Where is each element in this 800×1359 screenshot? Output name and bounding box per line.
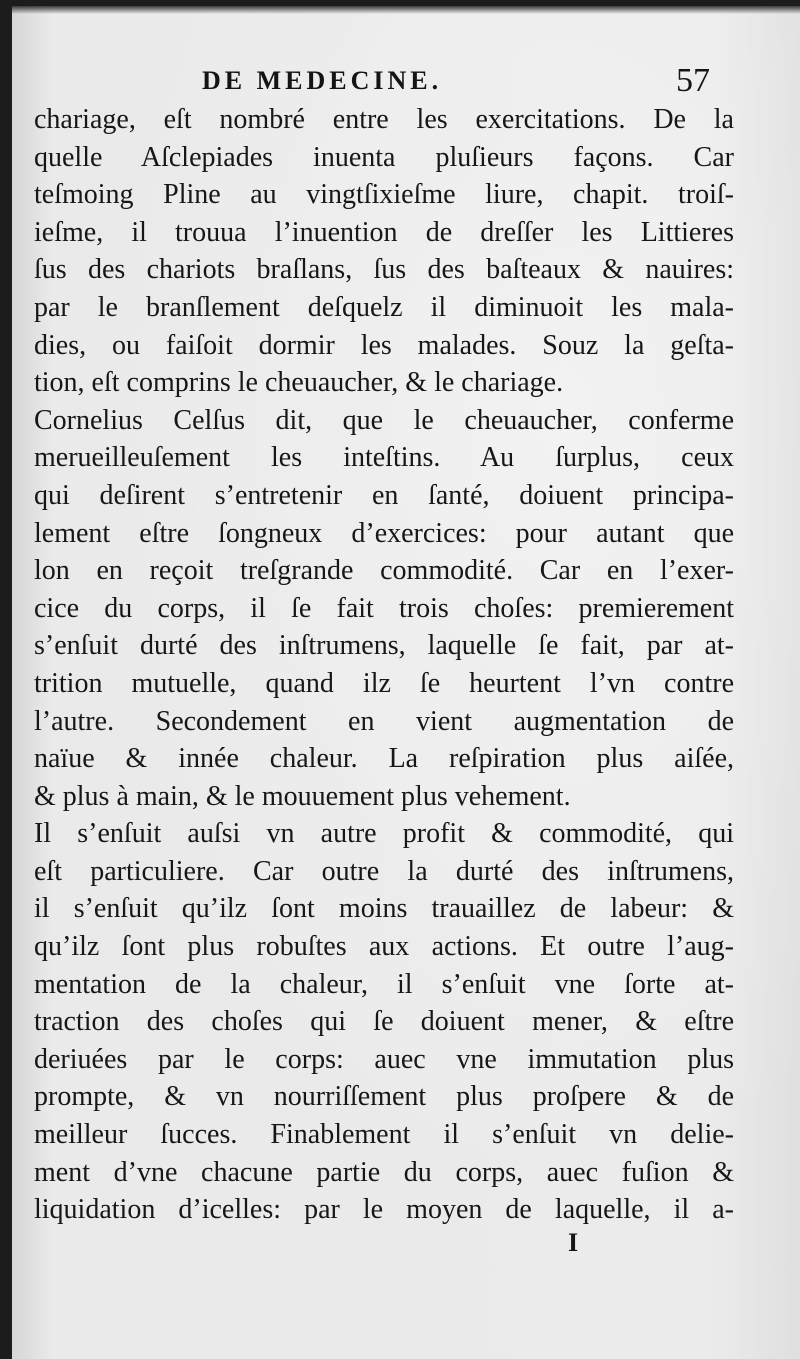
body-text	[34, 101, 734, 1229]
text-line: prompte, & vn nourriſſement plus proſpere & de	[34, 1081, 734, 1113]
book-page	[12, 6, 800, 1359]
running-head	[12, 62, 800, 102]
text-line: chariage, eſt nombré entre les exercitations. De la	[34, 104, 734, 135]
text-line: tion, eſt comprins le cheuaucher, & le chariage.	[34, 367, 564, 399]
running-title: DE MEDECINE.	[202, 66, 443, 95]
text-line: ieſme, il trouua l’inuention de dreſſer les Littieres	[34, 216, 734, 248]
text-line: traction des choſes qui ſe doiuent mener, & eſtre	[34, 1006, 734, 1038]
page-number: 57	[676, 62, 710, 99]
signature-mark: I	[568, 1228, 579, 1257]
text-line: teſmoing Pline au vingtſixieſme liure, chapit. troiſ-	[34, 179, 734, 211]
text-line: par le branſlement deſquelz il diminuoit les mala-	[34, 291, 734, 323]
text-line: liquidation d’icelles: par le moyen de laquelle, il a-	[34, 1194, 734, 1226]
text-line: eſt particuliere. Car outre la durté des inſtrumens,	[34, 855, 734, 887]
text-line: Il s’enſuit auſsi vn autre profit & commodité, qui	[34, 818, 734, 850]
text-line: qui deſirent s’entretenir en ſanté, doiuent principa-	[34, 479, 734, 511]
text-line: ſus des chariots braſlans, ſus des baſteaux & nauires:	[34, 254, 734, 286]
text-line: ment d’vne chacune partie du corps, auec fuſion &	[34, 1156, 734, 1188]
text-line: & plus à main, & le mouuement plus vehement.	[34, 780, 571, 812]
text-line: meilleur ſucces. Finablement il s’enſuit vn delie-	[34, 1119, 734, 1151]
text-line: lement eſtre ſongneux d’exercices: pour autant que	[34, 517, 734, 549]
text-line: cice du corps, il ſe fait trois choſes: premierement	[34, 592, 734, 624]
text-line: trition mutuelle, quand ilz ſe heurtent l’vn contre	[34, 667, 734, 699]
text-line: Cornelius Celſus dit, que le cheuaucher, conferme	[34, 404, 734, 436]
text-line: il s’enſuit qu’ilz ſont moins trauaillez de labeur: &	[34, 893, 734, 925]
text-line: mentation de la chaleur, il s’enſuit vne ſorte at-	[34, 968, 734, 1000]
text-line: qu’ilz ſont plus robuſtes aux actions. Et outre l’aug-	[34, 931, 734, 963]
text-line: l’autre. Secondement en vient augmentation de	[34, 705, 734, 737]
text-line: deriuées par le corps: auec vne immutation plus	[34, 1043, 734, 1075]
text-line: lon en reçoit treſgrande commodité. Car en l’exer-	[34, 555, 734, 587]
text-line: naïue & innée chaleur. La reſpiration plus aiſée,	[34, 743, 734, 775]
text-line: dies, ou faiſoit dormir les malades. Souz la geſta-	[34, 329, 734, 361]
text-line: merueilleuſement les inteſtins. Au ſurplus, ceux	[34, 442, 734, 474]
text-line: quelle Aſclepiades inuenta pluſieurs façons. Car	[34, 141, 734, 173]
text-line: s’enſuit durté des inſtrumens, laquelle ſe fait, par at-	[34, 630, 734, 662]
